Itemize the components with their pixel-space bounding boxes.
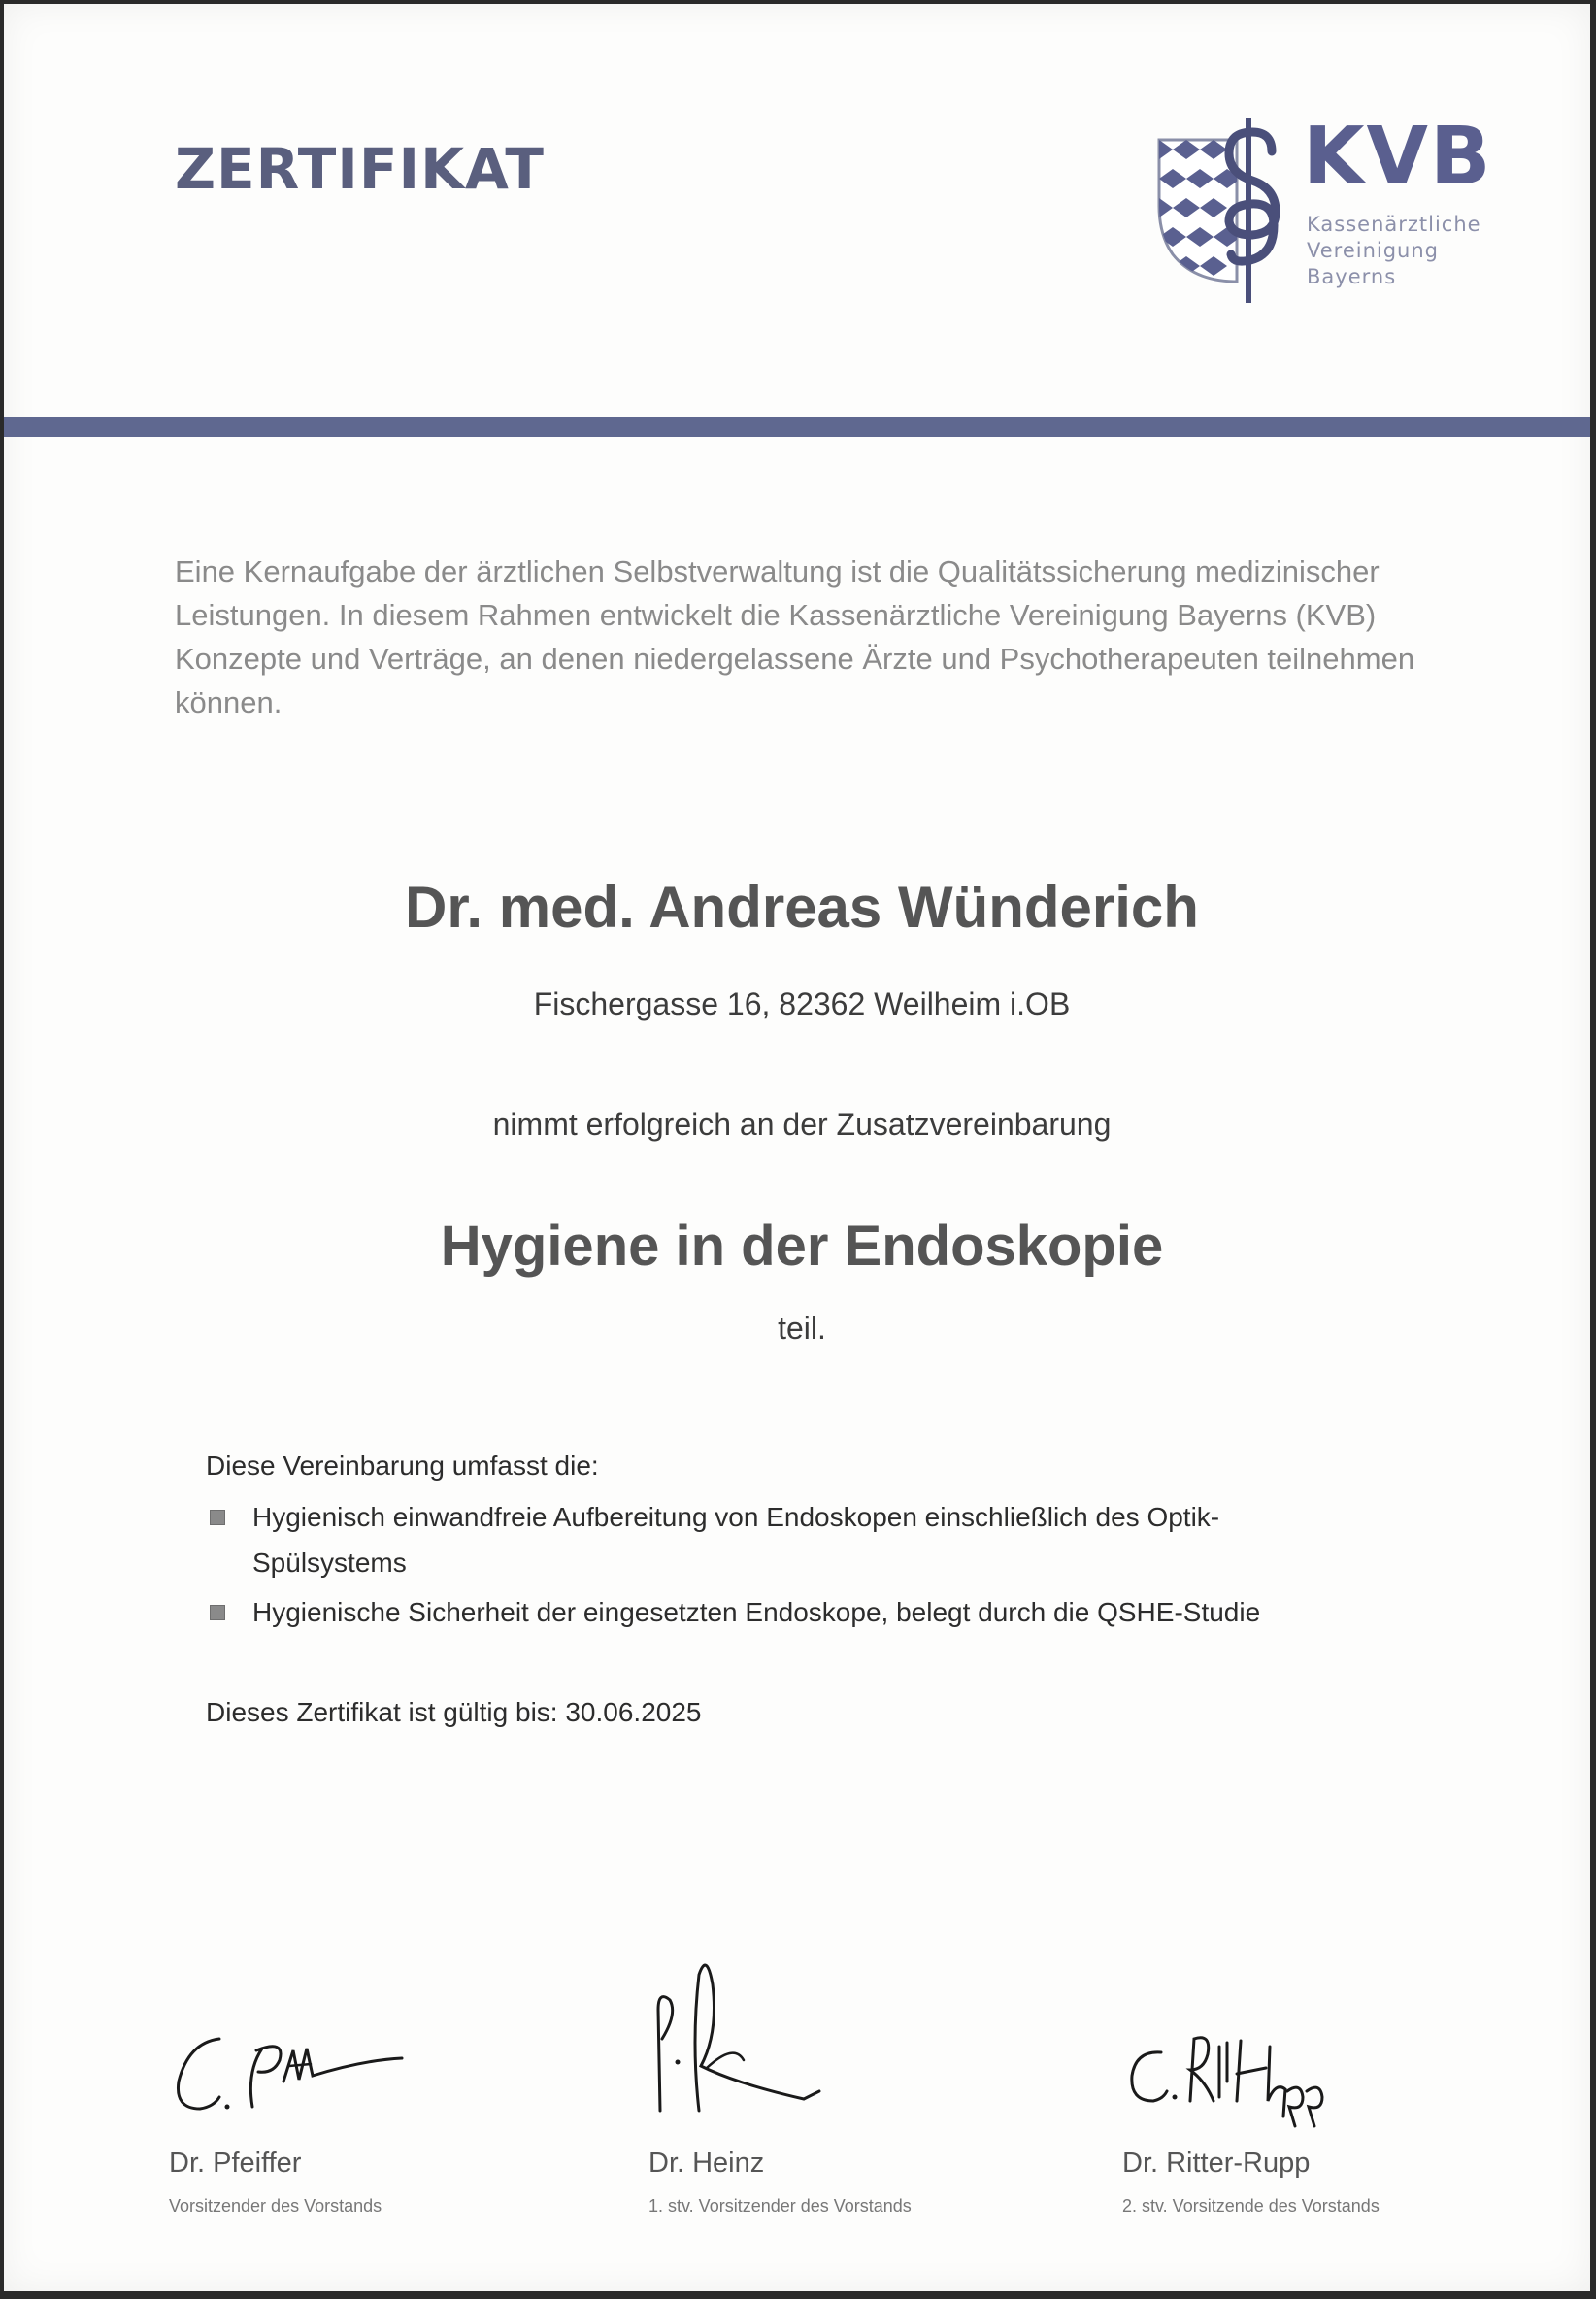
intro-paragraph: Eine Kernaufgabe der ärztlichen Selbstverwaltung ist die Qualitätssicherung medizinischer Leistungen. In diesem Rahmen entwickelt die Kassenärztliche Vereinigung Bayerns (KVB) Konzepte und Verträge, an denen niedergelassene Ärzte und Psychotherapeuten teilnehmen können. <box>175 554 1415 719</box>
signature-block-pfeiffer <box>169 1946 557 2227</box>
signatory-name: Dr. Ritter-Rupp <box>1122 2148 1311 2179</box>
recipient-address: Fischergasse 16, 82362 Weilheim i.OB <box>533 986 1071 1021</box>
signature-block-heinz <box>648 1946 1037 2227</box>
scope-item-text: Hygienisch einwandfreie Aufbereitung von Endoskopen einschließlich des Optik-Spülsystems <box>252 1502 1220 1578</box>
signature-pfeiffer <box>169 1946 421 2140</box>
signatory-role: 1. stv. Vorsitzender des Vorstands <box>648 2196 912 2216</box>
logo-subtitle-line: Kassenärztliche <box>1307 213 1481 236</box>
scope-item-text: Hygienische Sicherheit der eingesetzten Endoskope, belegt durch die QSHE-Studie <box>252 1597 1261 1627</box>
signatory-role: Vorsitzender des Vorstands <box>169 2196 382 2216</box>
validity-text: Dieses Zertifikat ist gültig bis: 30.06.2025 <box>206 1697 702 1727</box>
signatory-name: Dr. Pfeiffer <box>169 2148 302 2179</box>
signatory-role: 2. stv. Vorsitzende des Vorstands <box>1122 2196 1380 2216</box>
scope-intro: Diese Vereinbarung umfasst die: <box>206 1450 599 1481</box>
logo-subtitle <box>1307 212 1481 290</box>
square-bullet-icon <box>210 1510 225 1525</box>
list-item <box>206 1494 1371 1585</box>
logo-name: KVB <box>1303 111 1493 203</box>
program-name: Hygiene in der Endoskopie <box>440 1215 1164 1278</box>
page-edge-shadow <box>0 2295 1596 2299</box>
list-item <box>206 1589 1371 1635</box>
certificate-title: ZERTIFIKAT <box>175 136 545 202</box>
recipient-name: Dr. med. Andreas Wünderich <box>405 875 1199 940</box>
participation-text: nimmt erfolgreich an der Zusatzvereinbarung <box>492 1107 1112 1142</box>
header-divider <box>4 417 1590 437</box>
logo-subtitle-line: Vereinigung <box>1307 239 1440 262</box>
logo-subtitle-line: Bayerns <box>1307 265 1397 288</box>
participation-suffix: teil. <box>778 1311 826 1346</box>
signature-ritter-rupp <box>1122 1946 1413 2140</box>
kvb-logo <box>1155 111 1505 303</box>
certificate-page <box>4 4 1590 2291</box>
scope-list <box>206 1494 1371 1639</box>
signature-block-ritter-rupp <box>1122 1946 1511 2227</box>
bavarian-diamonds-caduceus-icon <box>1155 118 1291 303</box>
signatory-name: Dr. Heinz <box>648 2148 765 2179</box>
signature-heinz <box>648 1946 843 2140</box>
square-bullet-icon <box>210 1605 225 1620</box>
